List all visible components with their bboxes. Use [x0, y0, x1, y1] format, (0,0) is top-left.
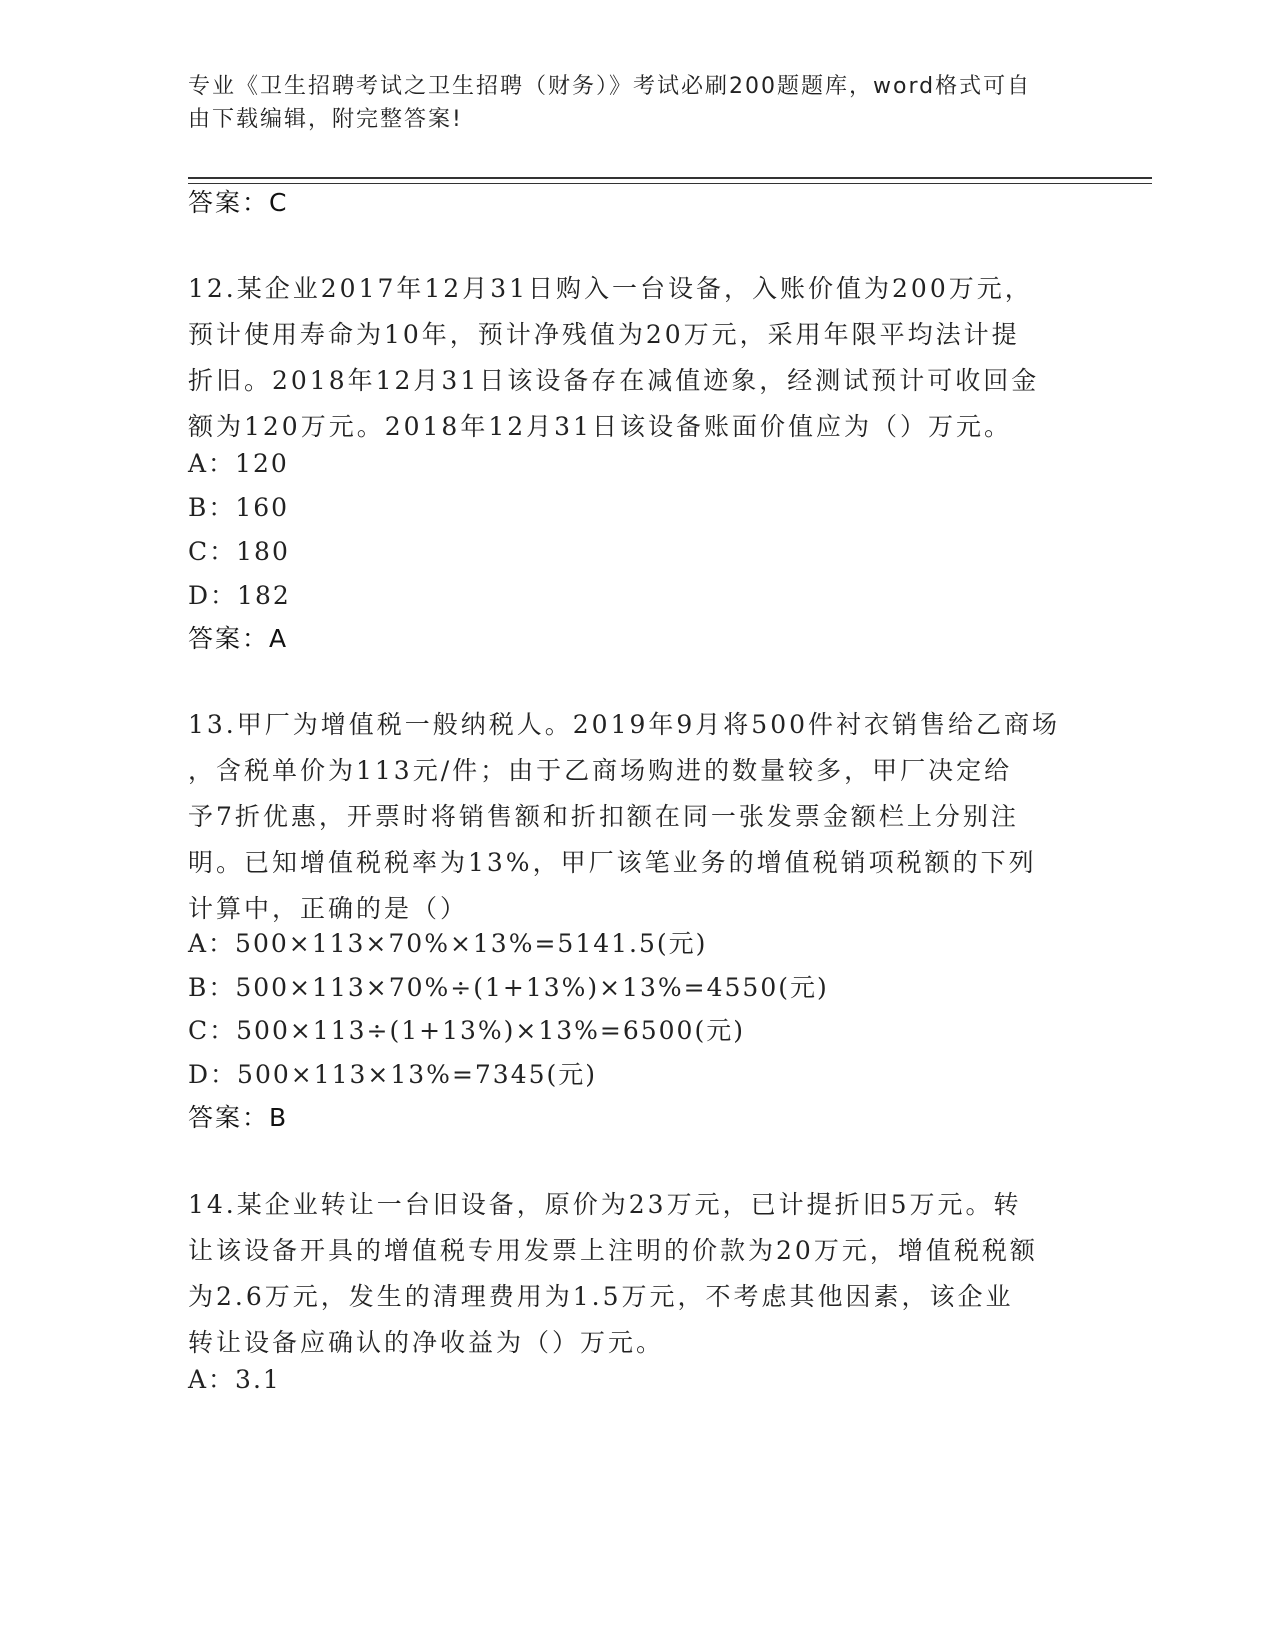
answer-prev: 答案：C [188, 188, 289, 217]
question-12-option-a: A：120 [188, 449, 289, 478]
header-line-2: 由下载编辑，附完整答案! [188, 107, 463, 132]
question-13-option-a: A：500×113×70%×13%=5141.5(元) [188, 929, 708, 958]
question-12-line: 12.某企业2017年12月31日购入一台设备，入账价值为200万元， [188, 274, 1033, 303]
question-13-option-d: D：500×113×13%=7345(元) [188, 1060, 598, 1089]
question-13-line: 予7折优惠，开票时将销售额和折扣额在同一张发票金额栏上分别注 [188, 802, 1019, 831]
question-14-text [188, 1182, 1088, 1366]
question-13-text [188, 702, 1088, 932]
question-14-option-a: A：3.1 [188, 1365, 281, 1394]
question-14-line: 转让设备应确认的净收益为（）万元。 [188, 1328, 665, 1357]
header-rule-thin [188, 183, 1152, 184]
question-12-option-b: B：160 [188, 493, 290, 522]
question-13-answer: 答案：B [188, 1103, 289, 1132]
question-13-line: 13.甲厂为增值税一般纳税人。2019年9月将500件衬衣销售给乙商场 [188, 710, 1061, 739]
question-12-answer: 答案：A [188, 624, 289, 653]
question-14-line: 为2.6万元，发生的清理费用为1.5万元，不考虑其他因素，该企业 [188, 1282, 1014, 1311]
question-14-line: 让该设备开具的增值税专用发票上注明的价款为20万元，增值税税额 [188, 1236, 1038, 1265]
question-12-option-d: D：182 [188, 581, 291, 610]
question-12-line: 折旧。2018年12月31日该设备存在减值迹象，经测试预计可收回金 [188, 366, 1040, 395]
question-12-line: 额为120万元。2018年12月31日该设备账面价值应为（）万元。 [188, 412, 1012, 441]
question-13-option-b: B：500×113×70%÷(1+13%)×13%=4550(元) [188, 973, 829, 1002]
question-12-line: 预计使用寿命为10年，预计净残值为20万元，采用年限平均法计提 [188, 320, 1020, 349]
question-12-text [188, 266, 1088, 450]
question-12-option-c: C：180 [188, 537, 290, 566]
header-line-1: 专业《卫生招聘考试之卫生招聘（财务）》考试必刷200题题库，word格式可自 [188, 74, 1032, 99]
question-13-line: 计算中，正确的是（） [188, 894, 469, 923]
question-13-option-c: C：500×113÷(1+13%)×13%=6500(元) [188, 1016, 745, 1045]
question-13-line: 明。已知增值税税率为13%，甲厂该笔业务的增值税销项税额的下列 [188, 848, 1037, 877]
header-rule-thick [188, 177, 1152, 179]
question-13-line: ，含税单价为113元/件；由于乙商场购进的数量较多，甲厂决定给 [188, 756, 1013, 785]
page-header [188, 70, 1088, 136]
question-14-line: 14.某企业转让一台旧设备，原价为23万元，已计提折旧5万元。转 [188, 1190, 1022, 1219]
